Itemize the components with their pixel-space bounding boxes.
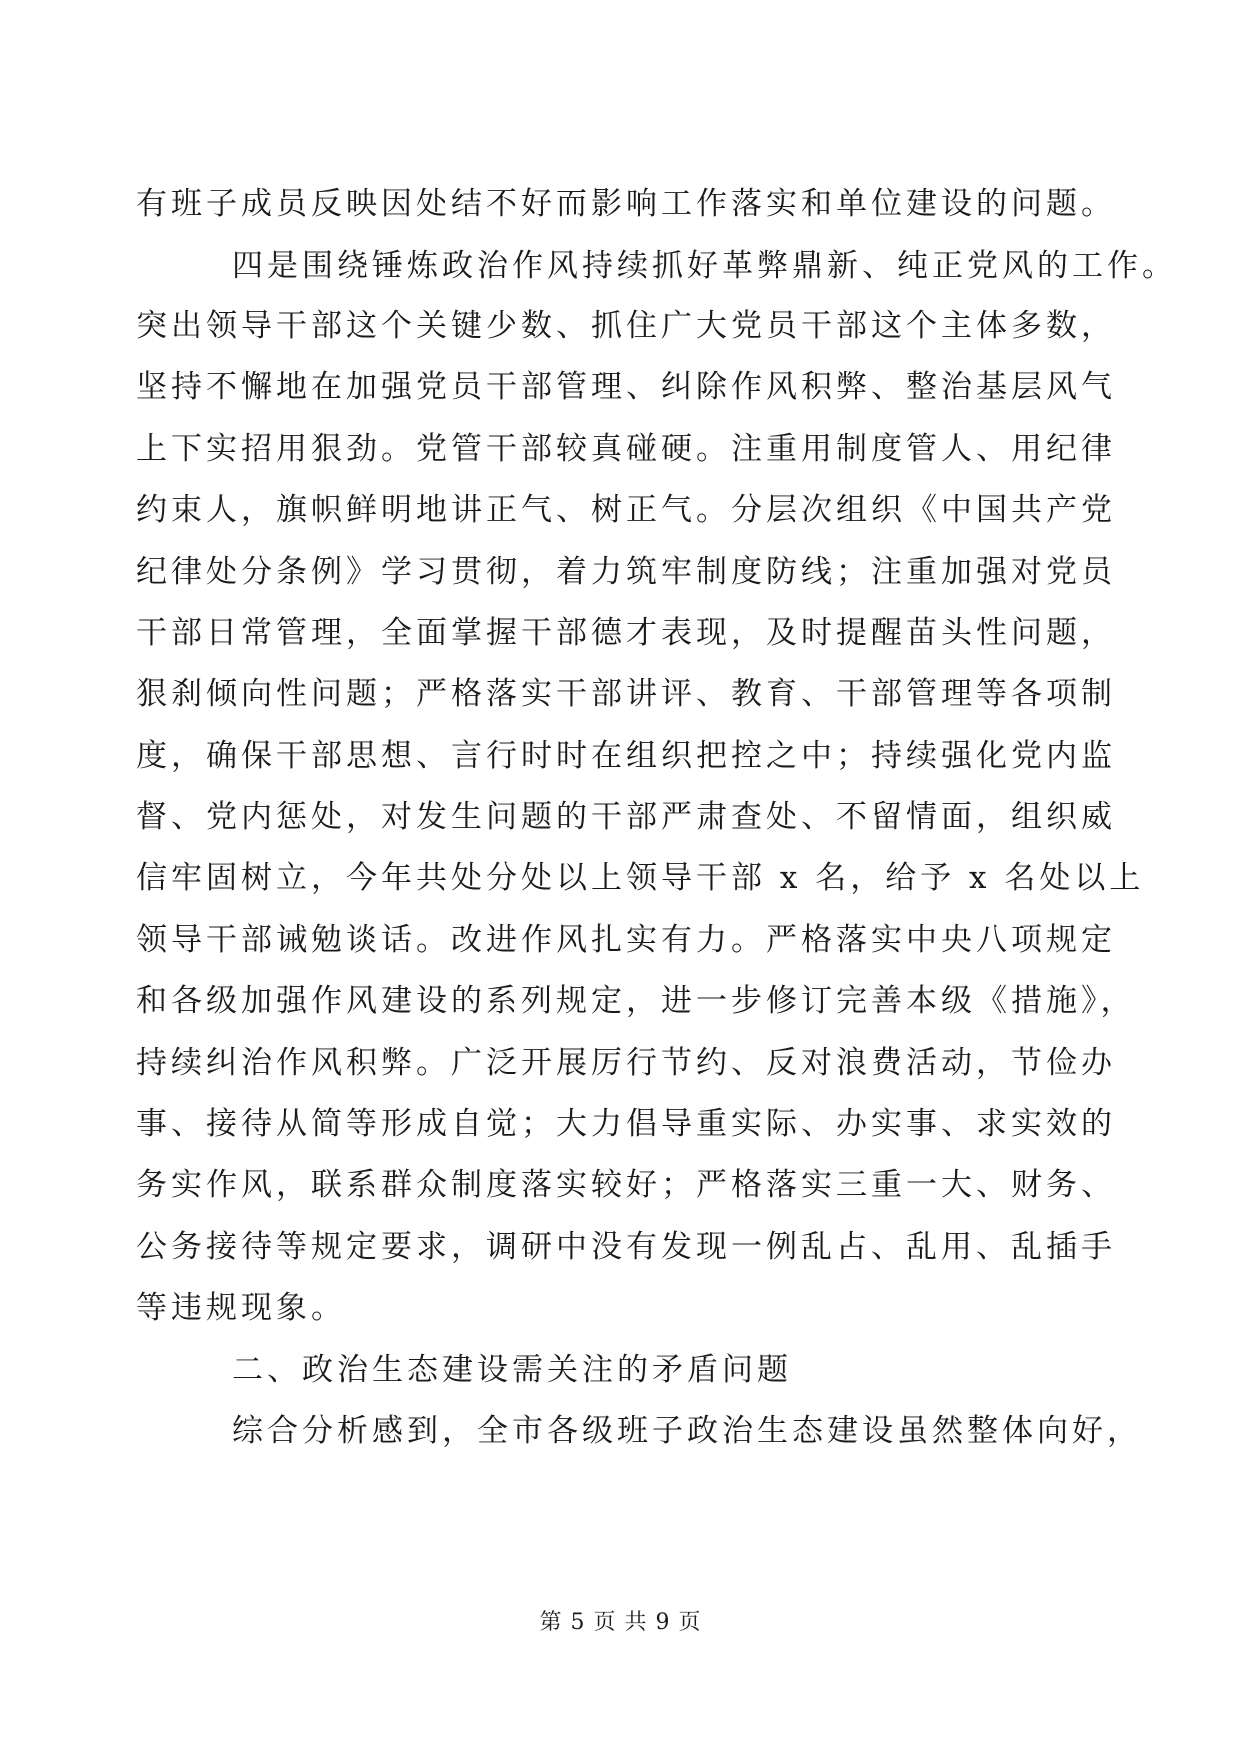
paragraph-line: 坚持不懈地在加强党员干部管理、纠除作风积弊、整治基层风气	[136, 369, 1116, 405]
paragraph-line: 督、党内惩处，对发生问题的干部严肃查处、不留情面，组织威	[136, 799, 1116, 835]
paragraph-line: 持续纠治作风积弊。广泛开展厉行节约、反对浪费活动，节俭办	[136, 1045, 1116, 1081]
paragraph-line: 纪律处分条例》学习贯彻，着力筑牢制度防线；注重加强对党员	[136, 554, 1116, 590]
paragraph-line: 等违规现象。	[136, 1290, 346, 1326]
paragraph-line: 上下实招用狠劲。党管干部较真碰硬。注重用制度管人、用纪律	[136, 431, 1116, 467]
paragraph-line: 度，确保干部思想、言行时时在组织把控之中；持续强化党内监	[136, 738, 1116, 774]
paragraph-line: 和各级加强作风建设的系列规定，进一步修订完善本级《措施》，	[136, 983, 1136, 1019]
paragraph-line: 信牢固树立，今年共处分处以上领导干部 x 名，给予 x 名处以上	[136, 860, 1145, 896]
paragraph-line: 突出领导干部这个关键少数、抓住广大党员干部这个主体多数，	[136, 308, 1116, 344]
page-number-footer: 第 5 页 共 9 页	[539, 1610, 702, 1635]
paragraph-line: 狠刹倾向性问题；严格落实干部讲评、教育、干部管理等各项制	[136, 676, 1116, 712]
paragraph-line: 四是围绕锤炼政治作风持续抓好革弊鼎新、纯正党风的工作。	[232, 248, 1177, 284]
paragraph-line: 务实作风，联系群众制度落实较好；严格落实三重一大、财务、	[136, 1167, 1116, 1203]
section-heading: 二、政治生态建设需关注的矛盾问题	[232, 1352, 792, 1388]
paragraph-line: 干部日常管理，全面掌握干部德才表现，及时提醒苗头性问题，	[136, 615, 1116, 651]
paragraph-line: 综合分析感到，全市各级班子政治生态建设虽然整体向好，	[232, 1413, 1142, 1449]
paragraph-line: 事、接待从简等形成自觉；大力倡导重实际、办实事、求实效的	[136, 1106, 1116, 1142]
paragraph-line: 领导干部诫勉谈话。改进作风扎实有力。严格落实中央八项规定	[136, 922, 1116, 958]
paragraph-line: 约束人，旗帜鲜明地讲正气、树正气。分层次组织《中国共产党	[136, 492, 1116, 528]
paragraph-line: 公务接待等规定要求，调研中没有发现一例乱占、乱用、乱插手	[136, 1229, 1116, 1265]
paragraph-line: 有班子成员反映因处结不好而影响工作落实和单位建设的问题。	[136, 186, 1116, 222]
